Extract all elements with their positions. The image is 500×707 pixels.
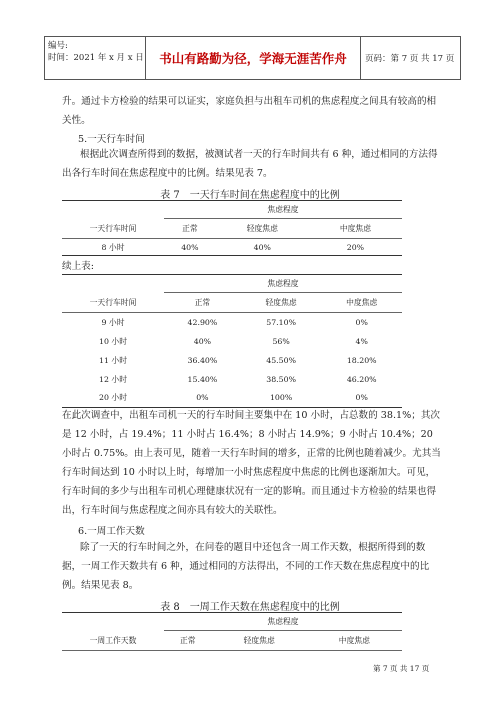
- table7: [62, 200, 402, 256]
- continued-label: 续上表:: [62, 261, 95, 272]
- table-row: [62, 351, 402, 370]
- cell: 46.20%: [346, 374, 377, 384]
- cell: 15.40%: [187, 374, 218, 384]
- section-heading-5: 5.一天行车时间: [78, 134, 145, 145]
- table8-group-header: 焦虑程度: [164, 613, 402, 631]
- header-motto: 书山有路勤为径，学海无涯苦作舟: [146, 37, 361, 79]
- table7-title: 表 7 一天行车时间在焦虑程度中的比例: [160, 190, 340, 201]
- header-number-label: 编号:: [48, 41, 68, 51]
- cell: 56%: [272, 336, 290, 346]
- cell: 40%: [216, 239, 309, 256]
- cell: 0%: [321, 389, 402, 408]
- cell: 4%: [355, 336, 368, 346]
- row-label: 12 小时: [99, 374, 127, 384]
- table7-col-mild: 轻度焦虑: [216, 219, 309, 239]
- section-heading-6: 6.一周工作天数: [78, 526, 145, 537]
- table-row: [62, 332, 402, 351]
- paragraph-section-6: 除了一天的行车时间之外，在问卷的题目中还包含一周工作天数，根据所得到的数据，一周工作天数共有 6 种，通过相同的方法得出，不同的工作天数在焦虑程度中的比例。结果见表 8。: [62, 542, 430, 591]
- cell: 42.90%: [187, 317, 218, 327]
- table8-col-mild: 轻度焦虑: [212, 631, 307, 651]
- table7b-row-header: 一天行车时间: [62, 293, 164, 313]
- table7-col-moderate: 中度焦虑: [309, 219, 402, 239]
- row-label: 8 小时: [62, 239, 164, 256]
- cell: 0%: [355, 317, 368, 327]
- table7b-col-moderate: 中度焦虑: [321, 293, 402, 313]
- cell: 38.50%: [266, 374, 296, 384]
- table7b-group-header: 焦虑程度: [164, 275, 402, 293]
- paragraph-top: 升。通过卡方检验的结果可以证实，家庭负担与出租车司机的焦虑程度之间具有较高的相关性。: [62, 96, 437, 126]
- table-row: [62, 370, 402, 389]
- page-header: [44, 36, 461, 80]
- table7b-col-normal: 正常: [164, 293, 241, 313]
- table8: [62, 612, 402, 651]
- row-label: 10 小时: [99, 336, 127, 346]
- cell: 57.10%: [266, 317, 296, 327]
- row-label: 11 小时: [99, 355, 127, 365]
- cell: 18.20%: [346, 355, 377, 365]
- cell: 40%: [164, 239, 216, 256]
- header-meta: [45, 37, 146, 79]
- table7-row-header: 一天行车时间: [62, 219, 164, 239]
- table7-continued: [62, 274, 402, 408]
- paragraph-section-5: 根据此次调查所得到的数据，被测试者一天的行车时间共有 6 种，通过相同的方法得出各行车时间在焦虑程度中的比例。结果见表 7。: [62, 149, 438, 179]
- table8-title: 表 8 一周工作天数在焦虑程度中的比例: [160, 602, 340, 613]
- cell: 45.50%: [266, 355, 296, 365]
- table-row: [62, 389, 402, 408]
- header-time-label: 时间：2021 年 x 月 x 日: [48, 53, 144, 63]
- table-row: [62, 313, 402, 332]
- row-label: 9 小时: [101, 317, 125, 327]
- row-label: 20 小时: [62, 389, 164, 408]
- cell: 40%: [193, 336, 212, 346]
- table-row: [62, 239, 402, 256]
- paragraph-analysis: 在此次调查中，出租车司机一天的行车时间主要集中在 10 小时，占总数的 38.1%；其次是 12 小时，占 19.4%；11 小时占 16.4%；8 小时占 14.9%；9 小时占 10.4%；20 小时占 0.75%。由上表可见，随着一天行车时间的增多，正常的比例也随着减少。尤其当行车时间达到 10 小时以上时，每增加一小时焦虑程度中焦虑的比例也逐渐加大。可见，行车时间的多少与出租车司机心理健康状况有一定的影响。而且通过卡方检验的结果也得出，行车时间与焦虑程度之间亦具有较大的关联性。: [62, 410, 441, 516]
- table7-group-header: 焦虑程度: [164, 201, 402, 219]
- table8-col-moderate: 中度焦虑: [307, 631, 402, 651]
- table8-col-normal: 正常: [164, 631, 212, 651]
- cell: 100%: [241, 389, 322, 408]
- header-page-info: 页码：第 7 页 共 17 页: [365, 54, 455, 64]
- cell: 0%: [164, 389, 241, 408]
- cell: 36.40%: [187, 355, 218, 365]
- table7-col-normal: 正常: [164, 219, 216, 239]
- page-footer: 第 7 页 共 17 页: [373, 664, 430, 673]
- cell: 20%: [309, 239, 402, 256]
- table8-row-header: 一周工作天数: [62, 631, 164, 651]
- table7b-col-mild: 轻度焦虑: [241, 293, 322, 313]
